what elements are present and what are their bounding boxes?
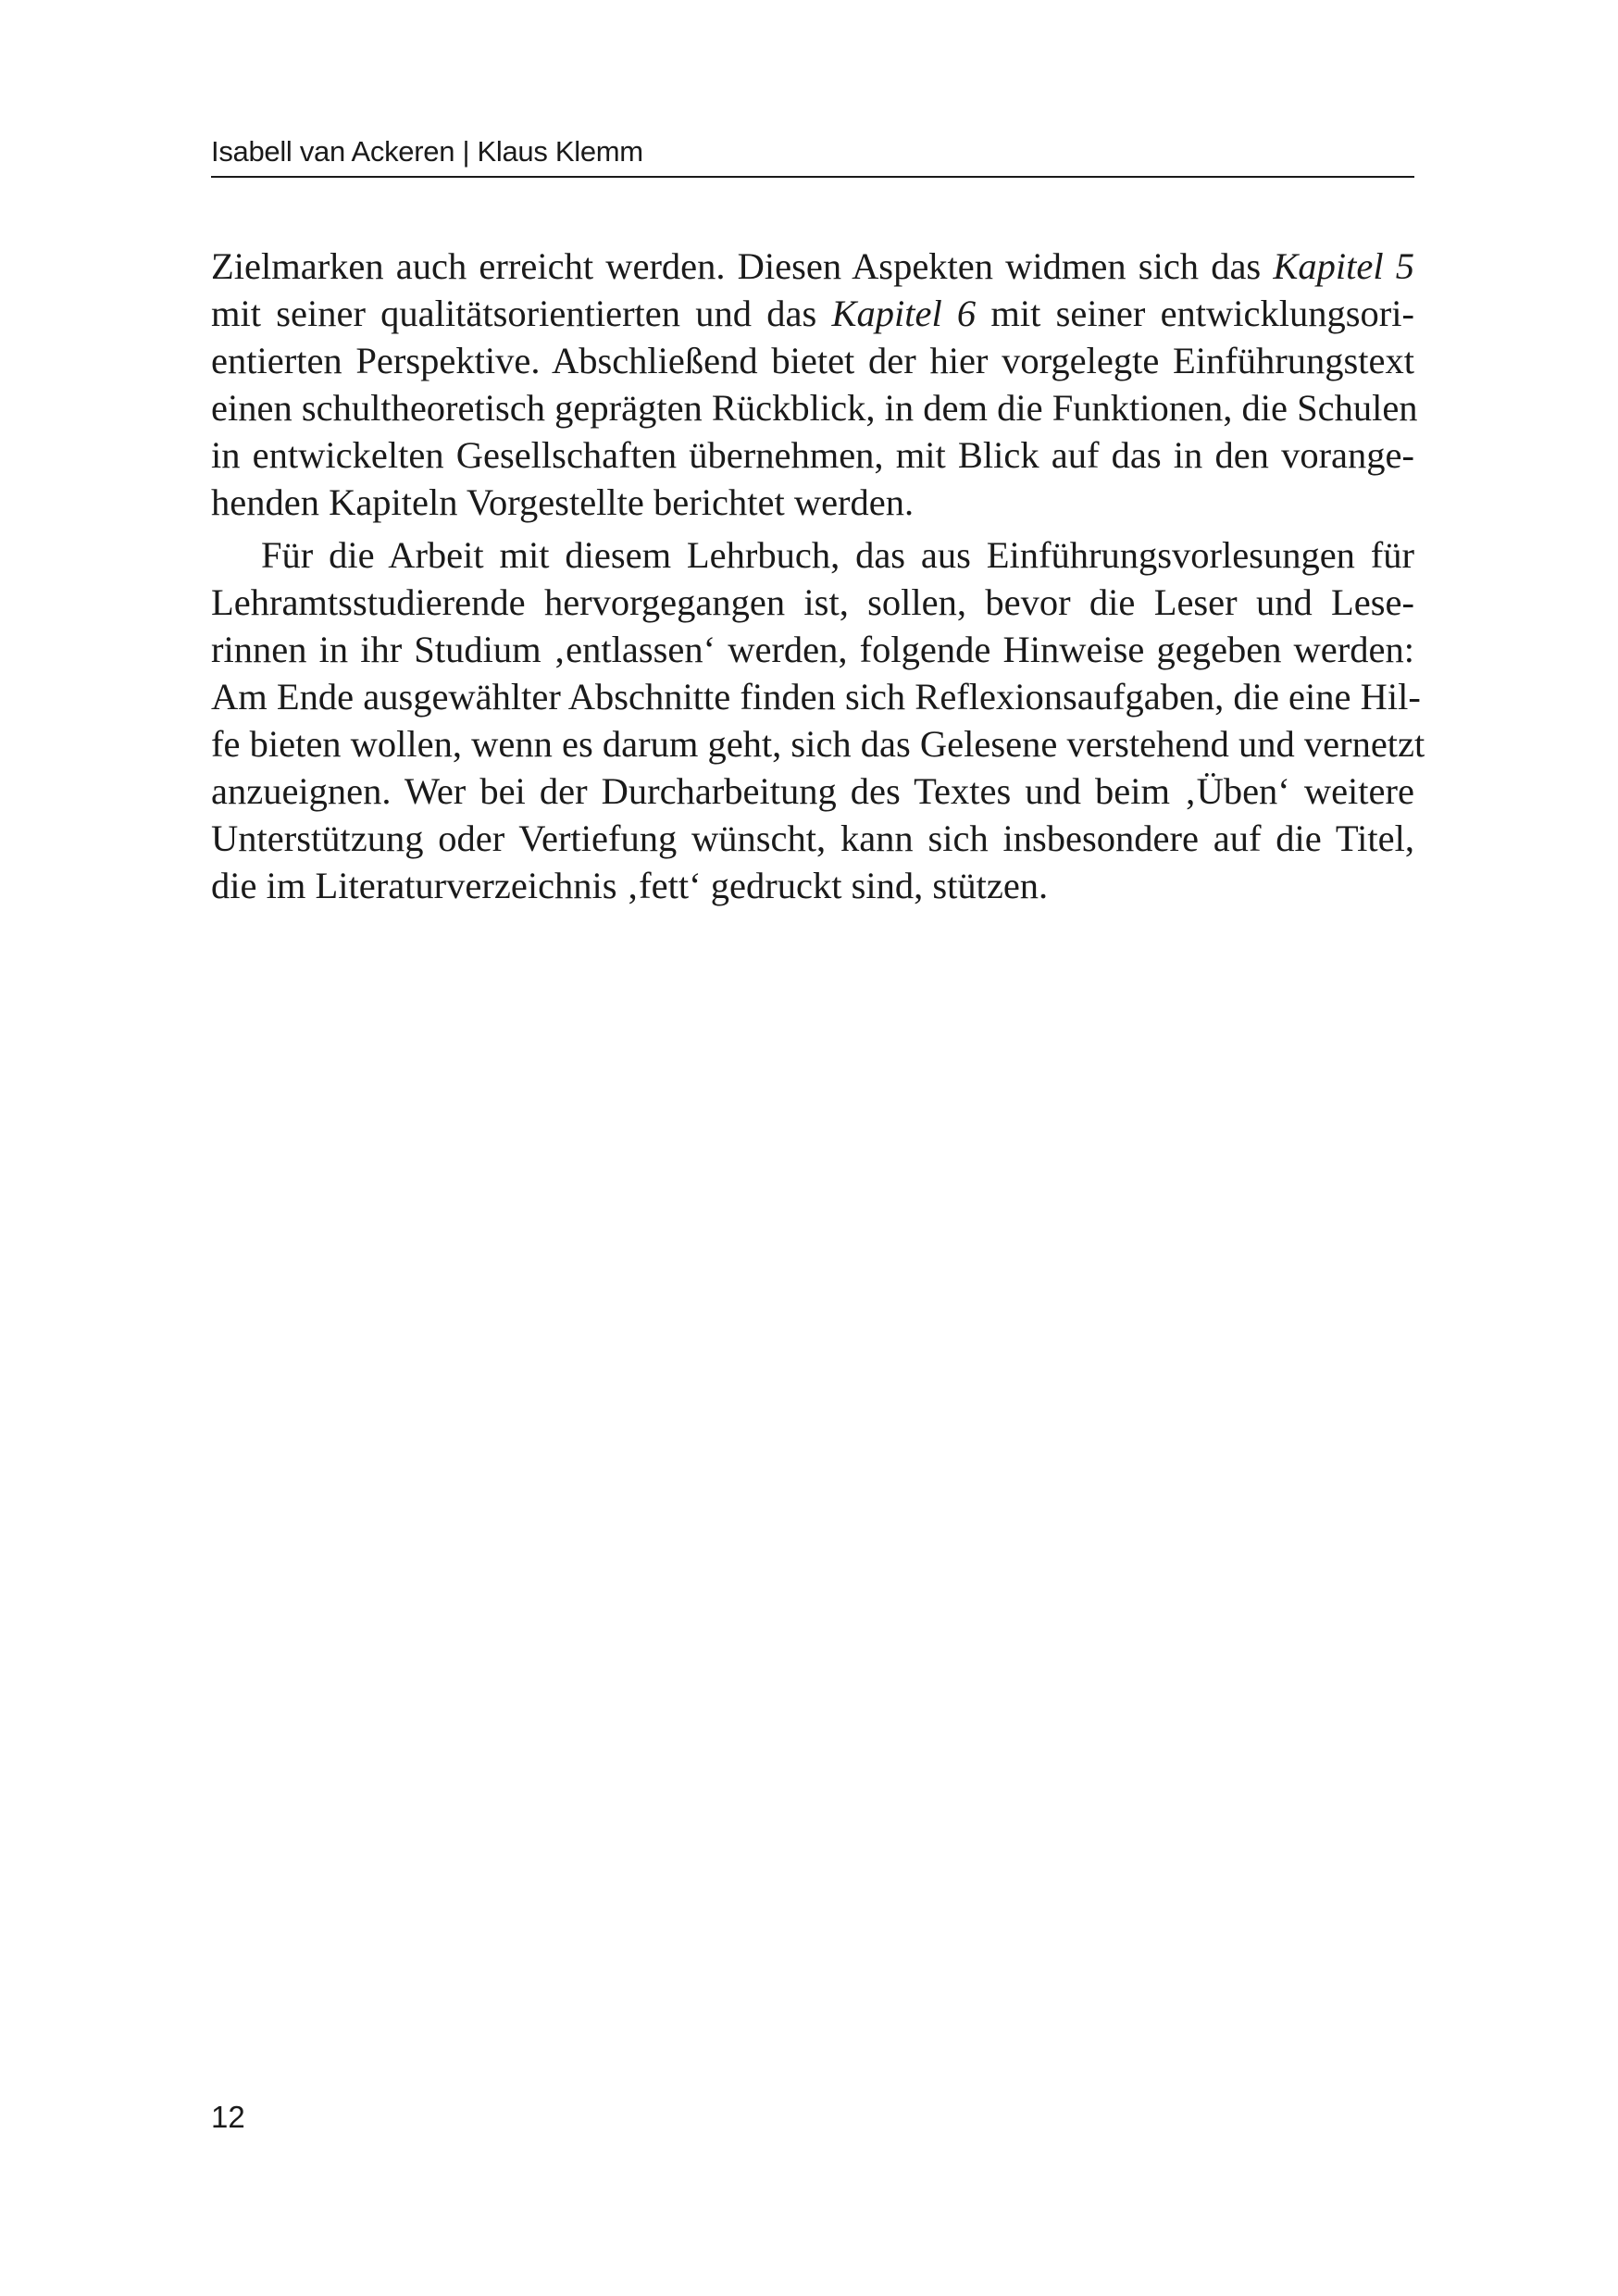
text-line: fe bieten wollen, wenn es darum geht, sich das Gelesene verstehend und vernetzt	[211, 723, 1425, 765]
paragraph-1	[211, 243, 1418, 526]
text-line: Für die Arbeit mit diesem Lehrbuch, das aus Einführungsvorlesungen für	[261, 534, 1414, 576]
text-line: entierten Perspektive. Abschließend bietet der hier vorgelegte Einführungstext	[211, 340, 1414, 381]
text-line: henden Kapiteln Vorgestellte berichtet werden.	[211, 481, 915, 523]
text-line: Am Ende ausgewählter Abschnitte finden sich Reflexionsaufgaben, die eine Hil-	[211, 676, 1421, 718]
chapter-reference: Kapitel 6	[831, 293, 977, 334]
text-line: Lehramtsstudierende hervorgegangen ist, sollen, bevor die Leser und Lese-	[211, 581, 1414, 623]
paragraph-2	[211, 531, 1425, 909]
text-run: mit seiner qualitätsorientierten und das	[211, 293, 832, 334]
text-line: Unterstützung oder Vertiefung wünscht, kann sich insbesondere auf die Titel,	[211, 817, 1414, 859]
text-line	[211, 290, 1414, 337]
chapter-reference: Kapitel 5	[1273, 245, 1414, 287]
text-line: in entwickelten Gesellschaften übernehmen, mit Blick auf das in den vorange-	[211, 434, 1414, 476]
text-run: mit seiner entwicklungsori-	[976, 293, 1415, 334]
text-line: rinnen in ihr Studium ‚entlassen‘ werden, folgende Hinweise gegeben werden:	[211, 629, 1414, 670]
text-line: einen schultheoretisch geprägten Rückblick, in dem die Funktionen, die Schulen	[211, 387, 1418, 429]
text-line: anzueignen. Wer bei der Durcharbeitung des Textes und beim ‚Üben‘ weitere	[211, 770, 1414, 812]
body-text	[211, 243, 1425, 909]
text-line	[211, 243, 1414, 290]
header-rule	[211, 176, 1414, 178]
text-line: die im Literaturverzeichnis ‚fett‘ gedruckt sind, stützen.	[211, 865, 1049, 906]
text-run: Zielmarken auch erreicht werden. Diesen Aspekten widmen sich das	[211, 245, 1274, 287]
running-head: Isabell van Ackeren | Klaus Klemm	[211, 135, 643, 168]
page-number: 12	[211, 2100, 245, 2134]
